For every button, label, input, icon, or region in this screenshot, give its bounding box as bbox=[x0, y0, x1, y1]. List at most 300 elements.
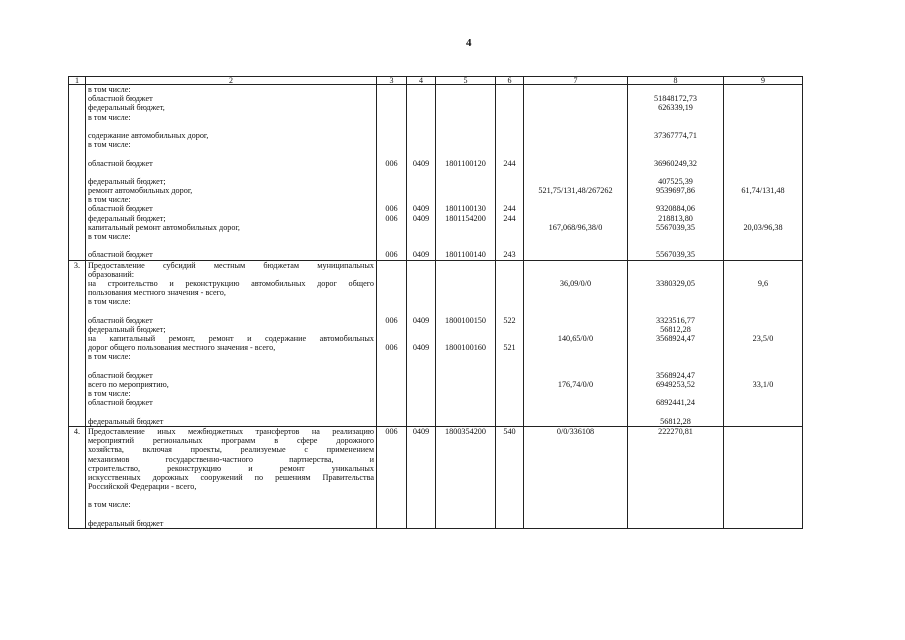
cell-line bbox=[379, 270, 404, 279]
cell-line bbox=[379, 500, 404, 509]
cell-line bbox=[726, 398, 800, 407]
cell-line: 1800100160 bbox=[445, 343, 486, 353]
amount-cell bbox=[628, 426, 724, 528]
cell-line bbox=[526, 473, 625, 482]
cell-line bbox=[726, 316, 800, 325]
cell-line bbox=[526, 307, 625, 316]
cell-line: 20,03/96,38 bbox=[743, 222, 783, 232]
cell-line bbox=[726, 436, 800, 445]
cell-line bbox=[409, 122, 433, 131]
cell-line bbox=[526, 261, 625, 270]
cell-line bbox=[379, 352, 404, 361]
cell-line bbox=[630, 270, 721, 279]
cell-line: 140,65/0/0 bbox=[557, 334, 594, 344]
cell-line bbox=[379, 473, 404, 482]
cell-line bbox=[438, 103, 493, 112]
cell-line bbox=[438, 177, 493, 186]
cell-line bbox=[438, 223, 493, 232]
cell-line bbox=[526, 398, 625, 407]
cell-line bbox=[726, 140, 800, 149]
cell-line bbox=[726, 241, 800, 250]
cell-line bbox=[498, 464, 521, 473]
cell-line bbox=[379, 223, 404, 232]
cell-line bbox=[409, 417, 433, 426]
cell-line bbox=[630, 149, 721, 158]
cell-line bbox=[409, 288, 433, 297]
cell-line: в том числе: bbox=[88, 297, 131, 307]
cell-line bbox=[438, 334, 493, 343]
cell-line: ремонт автомобильных дорог, bbox=[88, 186, 193, 196]
cell-line bbox=[409, 186, 433, 195]
cell-line bbox=[630, 519, 721, 528]
cell-line: 244 bbox=[503, 158, 516, 168]
cell-line bbox=[438, 389, 493, 398]
cell-line bbox=[630, 482, 721, 491]
cell-line bbox=[409, 500, 433, 509]
cell-line bbox=[438, 232, 493, 241]
cell-line bbox=[726, 131, 800, 140]
cell-line: 1801100140 bbox=[445, 250, 486, 260]
cell-line bbox=[726, 261, 800, 270]
cell-line bbox=[498, 389, 521, 398]
cell-line bbox=[726, 389, 800, 398]
cell-line: федеральный бюджет; bbox=[88, 213, 166, 223]
cell-line bbox=[438, 380, 493, 389]
cell-line bbox=[409, 168, 433, 177]
cell-line bbox=[726, 94, 800, 103]
cell-line bbox=[726, 159, 800, 168]
cell-line: механизмов государственно-частного партнерства, и bbox=[88, 454, 374, 464]
header-col-5: 5 bbox=[436, 77, 496, 85]
cell-line: мероприятий региональных программ в сфере дорожного bbox=[88, 436, 374, 446]
cell-line: 1801100130 bbox=[445, 204, 486, 214]
cell-line bbox=[409, 85, 433, 94]
cell-line bbox=[438, 362, 493, 371]
cell-line bbox=[379, 325, 404, 334]
cell-line bbox=[379, 94, 404, 103]
cell-line bbox=[498, 325, 521, 334]
code-5-cell bbox=[436, 426, 496, 528]
cell-line bbox=[526, 417, 625, 426]
cell-line bbox=[726, 113, 800, 122]
code-5-cell bbox=[436, 260, 496, 426]
cell-line bbox=[726, 445, 800, 454]
cell-line bbox=[526, 464, 625, 473]
cell-line: пользования местного значения - всего, bbox=[88, 288, 226, 298]
cell-line bbox=[726, 177, 800, 186]
cell-line bbox=[726, 168, 800, 177]
cell-line bbox=[438, 140, 493, 149]
cell-line bbox=[409, 103, 433, 112]
cell-line bbox=[88, 168, 374, 177]
cell-line: в том числе: bbox=[88, 85, 131, 94]
cell-line bbox=[379, 491, 404, 500]
cell-line bbox=[630, 122, 721, 131]
description-cell bbox=[86, 260, 377, 426]
cell-line: областной бюджет bbox=[88, 204, 153, 214]
cell-line bbox=[498, 186, 521, 195]
cell-line bbox=[526, 232, 625, 241]
cell-line: 244 bbox=[503, 204, 516, 214]
cell-line bbox=[438, 186, 493, 195]
cell-line bbox=[726, 270, 800, 279]
cell-line bbox=[498, 288, 521, 297]
cell-line bbox=[498, 177, 521, 186]
cell-line bbox=[409, 491, 433, 500]
cell-line bbox=[498, 500, 521, 509]
cell-line bbox=[630, 464, 721, 473]
cell-line bbox=[409, 436, 433, 445]
cell-line: 006 bbox=[385, 315, 398, 325]
cell-line: в том числе: bbox=[88, 112, 131, 122]
cell-line bbox=[379, 168, 404, 177]
cell-line bbox=[498, 297, 521, 306]
cell-line: областной бюджет bbox=[88, 315, 153, 325]
cell-line bbox=[526, 103, 625, 112]
cell-line bbox=[379, 445, 404, 454]
cell-line bbox=[526, 352, 625, 361]
header-col-3: 3 bbox=[377, 77, 407, 85]
cell-line bbox=[630, 288, 721, 297]
cell-line bbox=[438, 297, 493, 306]
cell-line bbox=[726, 473, 800, 482]
cell-line: в том числе: bbox=[88, 195, 131, 205]
cell-line bbox=[409, 177, 433, 186]
cell-line bbox=[630, 168, 721, 177]
cell-line bbox=[409, 398, 433, 407]
cell-line bbox=[498, 122, 521, 131]
cell-line bbox=[498, 94, 521, 103]
cell-line: 0409 bbox=[412, 204, 430, 214]
cell-line bbox=[526, 482, 625, 491]
cell-line bbox=[379, 103, 404, 112]
cell-line bbox=[409, 270, 433, 279]
cell-line: на капитальный ремонт, ремонт и содержание автомобильных bbox=[88, 334, 374, 344]
cell-line bbox=[379, 436, 404, 445]
cell-line bbox=[498, 455, 521, 464]
cell-line bbox=[726, 464, 800, 473]
cell-line bbox=[409, 362, 433, 371]
cell-line: 0409 bbox=[412, 250, 430, 260]
row-number-cell: 4. bbox=[69, 426, 86, 528]
cell-line bbox=[726, 519, 800, 528]
cell-line: строительство, реконструкцию и ремонт уникальных bbox=[88, 463, 374, 473]
header-col-9: 9 bbox=[724, 77, 803, 85]
cell-line bbox=[498, 436, 521, 445]
cell-line: 0409 bbox=[412, 343, 430, 353]
cell-line bbox=[526, 241, 625, 250]
cell-line: областной бюджет bbox=[88, 370, 153, 380]
cell-line: образований: bbox=[88, 269, 135, 279]
cell-line bbox=[526, 195, 625, 204]
cell-line bbox=[438, 500, 493, 509]
cell-line bbox=[526, 316, 625, 325]
cell-line bbox=[498, 307, 521, 316]
cell-line bbox=[498, 168, 521, 177]
cell-line bbox=[526, 140, 625, 149]
cell-line bbox=[88, 122, 374, 131]
cell-line bbox=[726, 362, 800, 371]
cell-line bbox=[726, 482, 800, 491]
table-row-block-4 bbox=[69, 426, 803, 528]
code-6-cell bbox=[496, 85, 524, 261]
cell-line bbox=[526, 445, 625, 454]
cell-line: 0409 bbox=[412, 158, 430, 168]
cell-line bbox=[526, 149, 625, 158]
cell-line bbox=[409, 380, 433, 389]
table-row-block-a bbox=[69, 85, 803, 261]
cell-line bbox=[726, 250, 800, 259]
cell-line: 5567039,35 bbox=[656, 250, 695, 260]
cell-line bbox=[498, 149, 521, 158]
row-number-cell: 3. bbox=[69, 260, 86, 426]
cell-line bbox=[630, 232, 721, 241]
cell-line bbox=[630, 510, 721, 519]
cell-line bbox=[526, 168, 625, 177]
cell-line: 0409 bbox=[412, 426, 430, 436]
cell-line bbox=[498, 417, 521, 426]
cell-line bbox=[630, 408, 721, 417]
cell-line bbox=[438, 195, 493, 204]
cell-line bbox=[379, 510, 404, 519]
cell-line bbox=[498, 445, 521, 454]
cell-line bbox=[379, 464, 404, 473]
header-col-4: 4 bbox=[407, 77, 436, 85]
cell-line: 006 bbox=[385, 213, 398, 223]
cell-line bbox=[726, 352, 800, 361]
cell-line bbox=[379, 389, 404, 398]
cell-line: 1800354200 bbox=[445, 426, 486, 436]
cell-line: 56812,28 bbox=[660, 324, 691, 334]
cell-line bbox=[88, 149, 374, 158]
cell-line bbox=[438, 352, 493, 361]
cell-line bbox=[630, 436, 721, 445]
cell-line bbox=[379, 371, 404, 380]
cell-line bbox=[498, 131, 521, 140]
cell-line bbox=[726, 85, 800, 94]
cell-line: 3568924,47 bbox=[656, 334, 695, 344]
cell-line bbox=[526, 371, 625, 380]
cell-line: 33,1/0 bbox=[752, 380, 774, 389]
cell-line bbox=[409, 261, 433, 270]
cell-line bbox=[498, 352, 521, 361]
code-6-cell bbox=[496, 426, 524, 528]
cell-line bbox=[409, 297, 433, 306]
cell-line bbox=[409, 140, 433, 149]
cell-line bbox=[379, 279, 404, 288]
cell-line: 176,74/0/0 bbox=[557, 380, 594, 389]
cell-line bbox=[379, 455, 404, 464]
cell-line bbox=[438, 473, 493, 482]
cell-line: всего по мероприятию, bbox=[88, 380, 169, 389]
cell-line bbox=[526, 250, 625, 259]
cell-line bbox=[630, 445, 721, 454]
cell-line: 5567039,35 bbox=[656, 222, 695, 232]
cell-line: 006 bbox=[385, 426, 398, 436]
cell-line bbox=[498, 223, 521, 232]
cell-line: 9,6 bbox=[757, 278, 769, 288]
cell-line bbox=[409, 482, 433, 491]
cell-line bbox=[409, 113, 433, 122]
cell-line bbox=[498, 491, 521, 500]
cell-line bbox=[409, 232, 433, 241]
cell-line: в том числе: bbox=[88, 389, 131, 399]
code-6-cell bbox=[496, 260, 524, 426]
cell-line bbox=[630, 85, 721, 94]
description-cell bbox=[86, 85, 377, 261]
cell-line bbox=[379, 113, 404, 122]
cell-line: областной бюджет bbox=[88, 94, 153, 104]
cell-line bbox=[438, 436, 493, 445]
cell-line bbox=[630, 389, 721, 398]
cell-line: 626339,19 bbox=[658, 103, 693, 113]
cell-line bbox=[498, 241, 521, 250]
cell-line bbox=[379, 186, 404, 195]
cell-line bbox=[726, 195, 800, 204]
cell-line: 521,75/131,48/267262 bbox=[538, 186, 613, 196]
cell-line: 6949253,52 bbox=[656, 380, 695, 389]
cell-line bbox=[409, 94, 433, 103]
cell-line bbox=[726, 427, 800, 436]
cell-line bbox=[726, 371, 800, 380]
cell-line: Предоставление субсидий местным бюджетам муниципальных bbox=[88, 260, 374, 270]
cell-line bbox=[379, 241, 404, 250]
cell-line bbox=[379, 398, 404, 407]
cell-line bbox=[409, 519, 433, 528]
cell-line: 3568924,47 bbox=[656, 370, 695, 380]
cell-line bbox=[726, 455, 800, 464]
cell-line: искусственных дорожных сооружений по решениям Правительства bbox=[88, 472, 374, 482]
cell-line: 222270,81 bbox=[658, 426, 693, 436]
cell-line bbox=[726, 297, 800, 306]
cell-line bbox=[526, 94, 625, 103]
cell-line: в том числе: bbox=[88, 500, 131, 510]
cell-line bbox=[438, 417, 493, 426]
cell-line bbox=[526, 113, 625, 122]
cell-line bbox=[409, 389, 433, 398]
cell-line bbox=[630, 491, 721, 500]
cell-line bbox=[409, 334, 433, 343]
cell-line: Российской Федерации - всего, bbox=[88, 482, 197, 492]
cell-line bbox=[498, 380, 521, 389]
cell-line bbox=[438, 85, 493, 94]
cell-line: 1801100120 bbox=[445, 158, 486, 168]
cell-line bbox=[379, 288, 404, 297]
cell-line bbox=[409, 408, 433, 417]
cell-line: 37367774,71 bbox=[654, 130, 697, 140]
cell-line bbox=[438, 94, 493, 103]
cell-line bbox=[498, 519, 521, 528]
cell-line bbox=[438, 491, 493, 500]
cell-line bbox=[438, 371, 493, 380]
cell-line: 0409 bbox=[412, 315, 430, 325]
header-col-6: 6 bbox=[496, 77, 524, 85]
cell-line bbox=[409, 371, 433, 380]
cell-line bbox=[526, 436, 625, 445]
cell-line bbox=[630, 140, 721, 149]
cell-line bbox=[630, 113, 721, 122]
cell-line: 244 bbox=[503, 213, 516, 223]
cell-line bbox=[498, 279, 521, 288]
cell-line bbox=[630, 455, 721, 464]
cell-line bbox=[630, 362, 721, 371]
cell-line bbox=[498, 473, 521, 482]
cell-line bbox=[379, 334, 404, 343]
header-row bbox=[69, 77, 803, 85]
cell-line: областной бюджет bbox=[88, 250, 153, 260]
cell-line bbox=[409, 149, 433, 158]
row-number-cell bbox=[69, 85, 86, 261]
cell-line bbox=[726, 232, 800, 241]
cell-line bbox=[379, 519, 404, 528]
cell-line bbox=[726, 288, 800, 297]
cell-line bbox=[630, 261, 721, 270]
cell-line bbox=[438, 149, 493, 158]
cell-line: федеральный бюджет; bbox=[88, 324, 166, 334]
cell-line: 23,5/0 bbox=[752, 334, 774, 344]
cell-line bbox=[526, 85, 625, 94]
cell-line bbox=[726, 307, 800, 316]
cell-line bbox=[630, 343, 721, 352]
cell-line: областной бюджет bbox=[88, 158, 153, 168]
cell-line bbox=[379, 362, 404, 371]
cell-line bbox=[438, 510, 493, 519]
cell-line bbox=[379, 261, 404, 270]
cell-line bbox=[379, 195, 404, 204]
cell-line bbox=[526, 343, 625, 352]
ratio-cell bbox=[724, 426, 803, 528]
cell-line: 167,068/96,38/0 bbox=[548, 222, 603, 232]
cell-line bbox=[379, 408, 404, 417]
cell-line bbox=[726, 417, 800, 426]
cell-line bbox=[409, 510, 433, 519]
cell-line bbox=[498, 270, 521, 279]
cell-line bbox=[630, 241, 721, 250]
cell-line bbox=[409, 352, 433, 361]
cell-line: 51848172,73 bbox=[654, 94, 697, 104]
cell-line bbox=[438, 445, 493, 454]
cell-line bbox=[526, 270, 625, 279]
cell-line bbox=[630, 473, 721, 482]
cell-line: капитальный ремонт автомобильных дорог, bbox=[88, 222, 240, 232]
cell-line bbox=[379, 131, 404, 140]
cell-line bbox=[88, 241, 374, 250]
cell-line: 006 bbox=[385, 343, 398, 353]
cell-line bbox=[498, 482, 521, 491]
cell-line bbox=[438, 241, 493, 250]
cell-line bbox=[726, 500, 800, 509]
cell-line bbox=[498, 113, 521, 122]
cell-line bbox=[409, 241, 433, 250]
ratio-cell bbox=[724, 85, 803, 261]
amount-cell bbox=[628, 260, 724, 426]
cell-line: 3380329,05 bbox=[656, 278, 695, 288]
cell-line bbox=[526, 204, 625, 213]
cell-line bbox=[438, 482, 493, 491]
cell-line bbox=[409, 464, 433, 473]
cell-line bbox=[379, 417, 404, 426]
cell-line bbox=[630, 195, 721, 204]
indicator-cell bbox=[524, 260, 628, 426]
cell-line bbox=[526, 519, 625, 528]
cell-line: федеральный бюджет; bbox=[88, 176, 166, 186]
amount-cell bbox=[628, 85, 724, 261]
cell-line bbox=[526, 177, 625, 186]
cell-line bbox=[498, 195, 521, 204]
cell-line bbox=[526, 159, 625, 168]
cell-line: областной бюджет bbox=[88, 398, 153, 408]
code-4-cell bbox=[407, 85, 436, 261]
